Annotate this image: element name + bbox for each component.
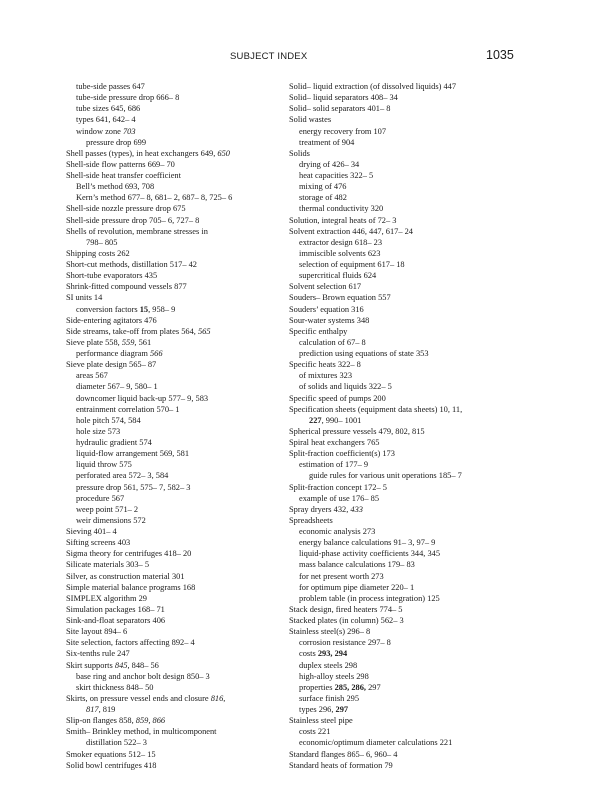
index-entry: Short-cut methods, distillation 517– 42 [66,260,197,269]
index-entry: estimation of 177– 9 [299,460,369,470]
index-entry: tube-side passes 647 [76,82,145,91]
index-entry: Sifting screens 403 [66,538,131,548]
index-entry: Spiral heat exchangers 765 [289,438,380,447]
index-entry: costs 293, 294 [299,649,348,659]
index-entry: areas 567 [76,371,108,381]
index-entry: liquid-phase activity coefficients 344, 345 [299,549,441,559]
index-entry: Side streams, take-off from plates 564, 565 [66,326,211,336]
index-entry: Silicate materials 303– 5 [66,560,150,570]
index-entry: entrainment correlation 570– 1 [76,404,180,414]
index-entry: immiscible solvents 623 [299,248,381,258]
index-entry: Shell-side flow patterns 669– 70 [66,159,175,169]
index-entry: Silver, as construction material 301 [66,571,185,581]
index-entry: Specific heats 322– 8 [289,360,361,370]
index-entry: tube sizes 645, 686 [76,104,141,114]
index-entry: thermal conductivity 320 [299,204,384,214]
index-entry: energy recovery from 107 [299,126,387,136]
index-entry: Smith– Brinkley method, in multicomponent [66,727,217,737]
index-entry: Solid bowl centrifuges 418 [66,760,157,770]
index-entry: downcomer liquid back-up 577– 9, 583 [76,393,209,403]
index-entry: Spherical pressure vessels 479, 802, 815 [289,426,425,436]
index-entry: Shrink-fitted compound vessels 877 [66,282,187,292]
index-entry: selection of equipment 617– 18 [299,260,405,269]
index-entry: Solvent selection 617 [289,282,362,292]
index-entry: types 641, 642– 4 [76,115,136,125]
index-entry: base ring and anchor bolt design 850– 3 [76,671,210,681]
index-entry: Shell-side nozzle pressure drop 675 [66,204,186,214]
index-entry: of mixtures 323 [299,371,353,381]
index-entry: Slip-on flanges 858, 859, 866 [66,716,166,726]
index-entry: heat capacities 322– 5 [299,171,374,180]
index-entry: energy balance calculations 91– 3, 97– 9 [299,538,436,548]
index-entry: extractor design 618– 23 [299,237,383,247]
index-entry: Stainless steel(s) 296– 8 [289,627,371,637]
index-entry: mass balance calculations 179– 83 [299,560,415,570]
index-entry: for net present worth 273 [299,571,384,581]
index-entry: Souders’ equation 316 [289,304,364,314]
index-entry: surface finish 295 [299,693,360,703]
index-entry: Split-fraction concept 172– 5 [289,482,387,492]
index-entry: of solids and liquids 322– 5 [299,382,392,392]
index-entry: SI units 14 [66,293,103,303]
index-entry: distillation 522– 3 [86,738,147,748]
index-entry: for optimum pipe diameter 220– 1 [299,582,415,592]
index-entry: Skirt supports 845, 848– 56 [66,660,159,670]
index-entry: properties 285, 286, 297 [299,682,381,692]
index-entry: Sieve plate 558, 559, 561 [66,337,152,347]
index-entry: Souders– Brown equation 557 [289,293,391,303]
index-column-right [289,81,551,771]
index-entry: Short-tube evaporators 435 [66,271,158,281]
index-entry: guide rules for various unit operations 185– 7 [309,471,462,481]
index-entry: Simulation packages 168– 71 [66,604,165,614]
index-entry: Stainless steel pipe [289,716,353,726]
index-entry: Sieve plate design 565– 87 [66,360,157,370]
index-entry: corrosion resistance 297– 8 [299,638,391,648]
index-entry: liquid throw 575 [76,460,132,470]
index-entry: weir dimensions 572 [76,515,146,525]
index-entry: Standard flanges 865– 6, 960– 4 [289,749,398,759]
index-entry: Solid wastes [289,115,332,125]
index-entry: Split-fraction coefficient(s) 173 [289,449,395,459]
index-entry: Spray dryers 432, 433 [289,504,363,514]
index-entry: Site layout 894– 6 [66,627,128,637]
index-entry: Solid– liquid separators 408– 34 [289,93,398,103]
index-entry: Specification sheets (equipment data sheets) 10, 11, [289,404,463,414]
index-entry: Sink-and-float separators 406 [66,616,166,625]
page-number: 1035 [486,48,514,62]
index-entry: Solvent extraction 446, 447, 617– 24 [289,226,413,236]
index-entry: 817, 819 [86,705,116,714]
index-entry: problem table (in process integration) 125 [299,593,440,603]
index-entry: Smoker equations 512– 15 [66,749,156,759]
index-entry: Shell-side pressure drop 705– 6, 727– 8 [66,215,200,225]
index-entry: Solid– solid separators 401– 8 [289,104,391,114]
index-entry: Specific speed of pumps 200 [289,393,386,403]
index-entry: storage of 482 [299,193,347,203]
index-entry: weep point 571– 2 [76,504,139,514]
index-entry: economic/optimum diameter calculations 221 [299,738,453,748]
index-entry: calculation of 67– 8 [299,337,366,347]
index-entry: Simple material balance programs 168 [66,582,196,592]
index-entry: diameter 567– 9, 580– 1 [76,382,158,392]
index-entry: performance diagram 566 [76,349,163,358]
index-entry: high-alloy steels 298 [299,671,369,681]
index-entry: prediction using equations of state 353 [299,349,429,358]
index-entry: supercritical fluids 624 [299,271,377,281]
index-entry: economic analysis 273 [299,527,376,536]
index-entry: 798– 805 [86,237,118,247]
index-entry: hole pitch 574, 584 [76,415,141,425]
index-entry: Shells of revolution, membrane stresses in [66,226,208,236]
index-entry: Standard heats of formation 79 [289,760,393,770]
index-entry: Solution, integral heats of 72– 3 [289,215,397,225]
index-entry: drying of 426– 34 [299,159,360,169]
index-entry: treatment of 904 [299,137,355,147]
index-entry: Site selection, factors affecting 892– 4 [66,638,195,648]
index-entry: Shipping costs 262 [66,248,130,258]
index-entry: conversion factors 15, 958– 9 [76,304,176,314]
index-entry: liquid-flow arrangement 569, 581 [76,449,190,459]
index-entry: Bell’s method 693, 708 [76,182,155,192]
page-header [0,48,612,64]
index-entry: Kern’s method 677– 8, 681– 2, 687– 8, 725– 6 [76,193,233,203]
index-entry: Side-entering agitators 476 [66,315,157,325]
index-entry: hydraulic gradient 574 [76,438,152,447]
index-entry: pressure drop 561, 575– 7, 582– 3 [76,482,191,492]
index-entry: hole size 573 [76,426,121,436]
index-entry: procedure 567 [76,493,125,503]
index-entry: pressure drop 699 [86,137,147,147]
index-entry: SIMPLEX algorithm 29 [66,593,147,603]
index-entry: skirt thickness 848– 50 [76,682,154,692]
index-entry: perforated area 572– 3, 584 [76,471,169,481]
index-entry: Spreadsheets [289,515,333,525]
index-entry: tube-side pressure drop 666– 8 [76,93,180,103]
index-entry: Shell passes (types), in heat exchangers 649, 650 [66,148,230,158]
running-head: SUBJECT INDEX [230,51,308,62]
index-entry: Skirts, on pressure vessel ends and closure 816, [66,693,226,703]
index-entry: Solid– liquid extraction (of dissolved liquids) 447 [289,82,457,91]
index-entry: Specific enthalpy [289,326,348,336]
index-entry: Sour-water systems 348 [289,315,370,325]
index-entry: Stacked plates (in column) 562– 3 [289,616,404,625]
index-entry: Sigma theory for centrifuges 418– 20 [66,549,192,559]
index-entry: Shell-side heat transfer coefficient [66,171,181,180]
index-entry: mixing of 476 [299,182,347,192]
index-entry: Stack design, fired heaters 774– 5 [289,604,403,614]
index-entry: 227, 990– 1001 [309,415,362,425]
index-entry: window zone 703 [76,126,136,136]
index-entry: duplex steels 298 [299,660,358,670]
index-entry: Six-tenths rule 247 [66,649,130,659]
index-entry: Solids [289,148,310,158]
index-entry: example of use 176– 85 [299,493,380,503]
index-entry: costs 221 [299,727,331,737]
index-entry: types 296, 297 [299,705,349,714]
index-entry: Sieving 401– 4 [66,527,117,536]
